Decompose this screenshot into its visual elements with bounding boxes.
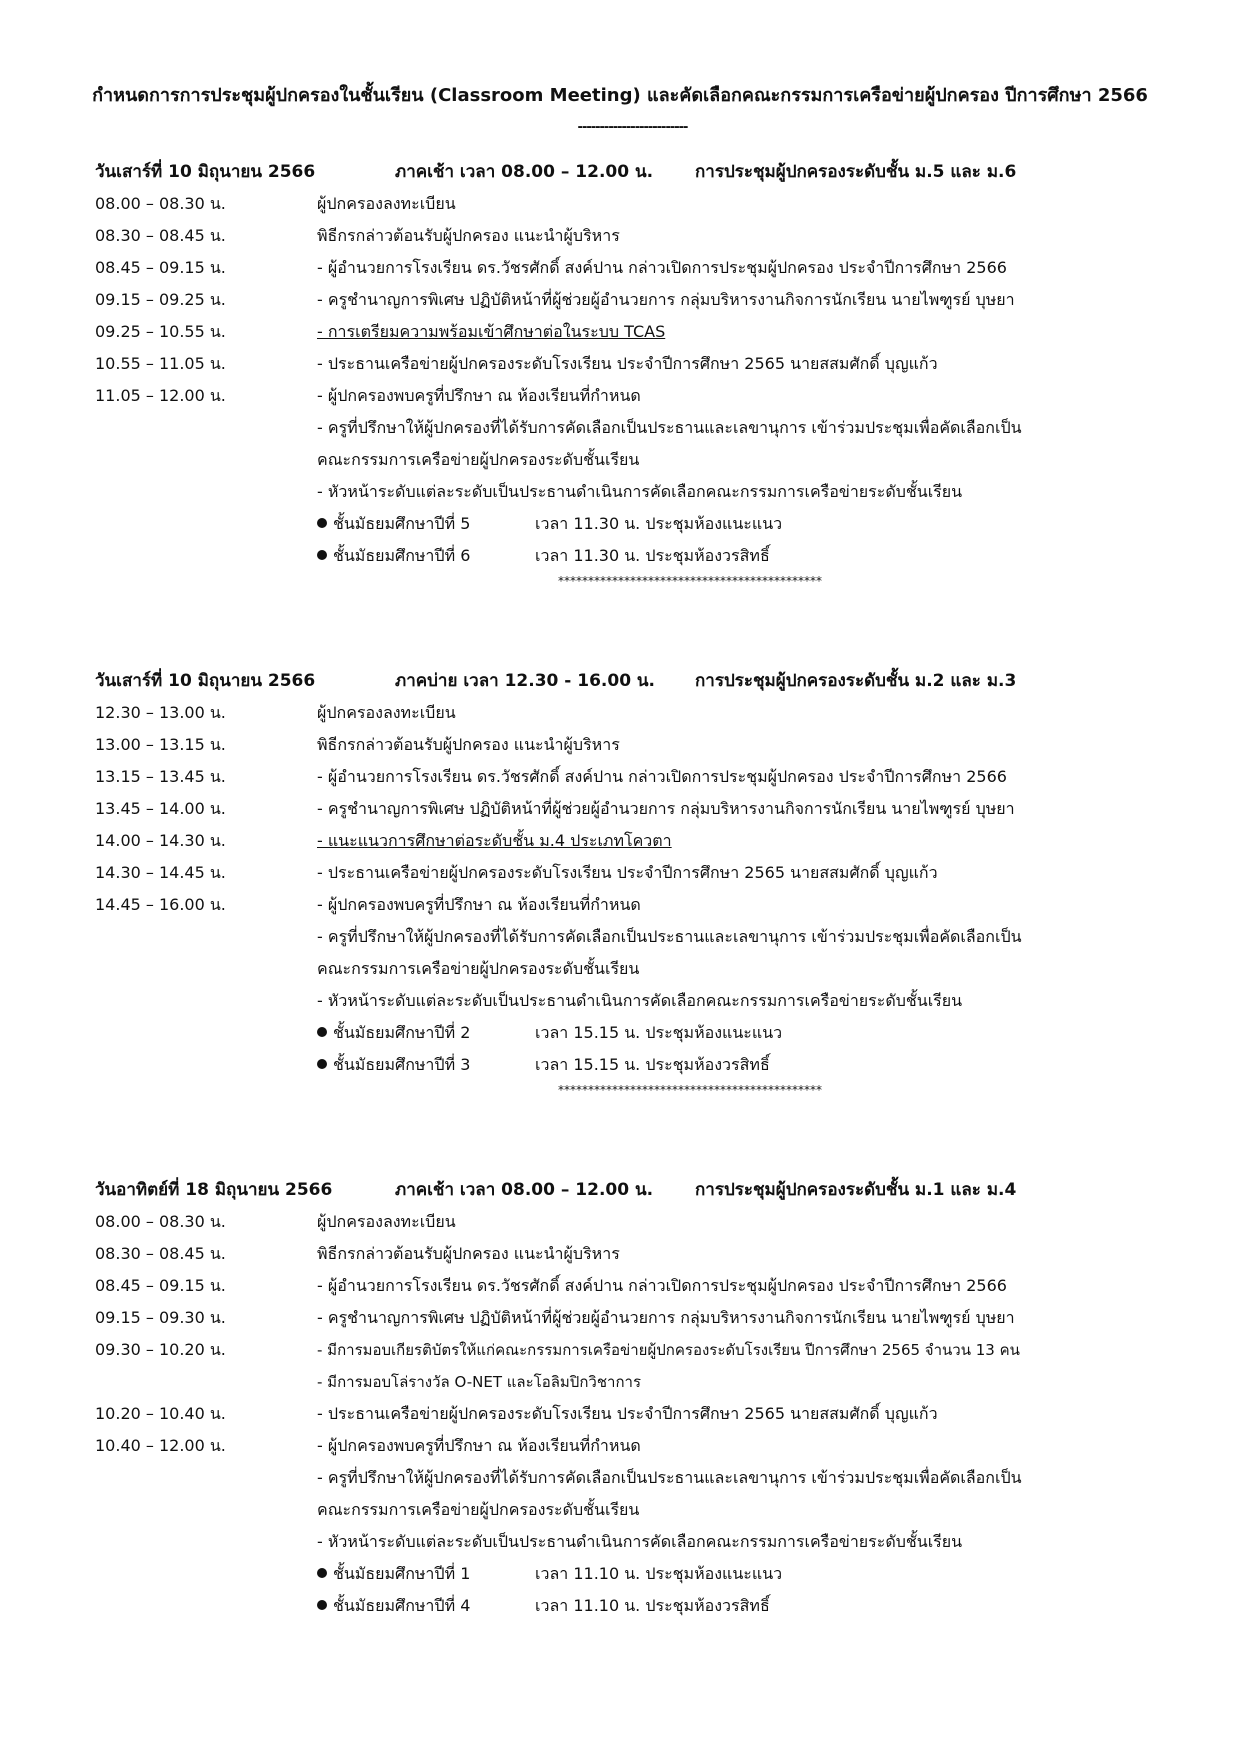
schedule-time: 09.25 – 10.55 น.	[95, 322, 226, 341]
schedule-row	[95, 1302, 1175, 1334]
schedule-description: - ครูที่ปรึกษาให้ผู้ปกครองที่ได้รับการคัดเลือกเป็นประธานและเลขานุการ เข้าร่วมประชุมเพื่อคัดเลือกเป็น	[317, 927, 1022, 946]
bullet-row	[95, 1558, 1175, 1590]
section-date: วันเสาร์ที่ 10 มิถุนายน 2566	[95, 162, 316, 182]
section-heading: การประชุมผู้ปกครองระดับชั้น ม.2 และ ม.3	[695, 671, 1017, 691]
bullet-detail: เวลา 11.30 น. ประชุมห้องแนะแนว	[535, 514, 783, 533]
schedule-description: - ประธานเครือข่ายผู้ปกครองระดับโรงเรียน ประจำปีการศึกษา 2565 นายสสมศักดิ์ บุญแก้ว	[317, 1404, 938, 1423]
schedule-time: 14.30 – 14.45 น.	[95, 863, 226, 882]
schedule-row	[95, 1494, 1175, 1526]
schedule-description: ผู้ปกครองลงทะเบียน	[317, 194, 456, 213]
title-rule: -------------------------	[577, 120, 688, 135]
schedule-row	[95, 476, 1175, 508]
schedule-description: คณะกรรมการเครือข่ายผู้ปกครองระดับชั้นเรียน	[317, 450, 640, 469]
bullet-grade: ชั้นมัธยมศึกษาปีที่ 5	[333, 514, 471, 533]
schedule-row	[95, 348, 1175, 380]
schedule-time: 14.00 – 14.30 น.	[95, 831, 226, 850]
schedule-description: - ครูชำนาญการพิเศษ ปฏิบัติหน้าที่ผู้ช่วยผู้อำนวยการ กลุ่มบริหารงานกิจการนักเรียน นายไพฑูรย์ บุษยา	[317, 1308, 1015, 1327]
bullet-detail: เวลา 11.30 น. ประชุมห้องวรสิทธิ์	[535, 546, 770, 565]
bullet-dot-icon	[317, 550, 327, 560]
schedule-row	[95, 1526, 1175, 1558]
schedule-time: 08.00 – 08.30 น.	[95, 1212, 226, 1231]
bullet-grade: ชั้นมัธยมศึกษาปีที่ 3	[333, 1055, 471, 1074]
bullet-detail: เวลา 11.10 น. ประชุมห้องแนะแนว	[535, 1564, 783, 1583]
section-separator: ********************************************	[558, 1083, 822, 1097]
schedule-description: - หัวหน้าระดับแต่ละระดับเป็นประธานดำเนินการคัดเลือกคณะกรรมการเครือข่ายระดับชั้นเรียน	[317, 1532, 963, 1551]
bullet-row	[95, 1017, 1175, 1049]
schedule-time: 10.20 – 10.40 น.	[95, 1404, 226, 1423]
section-period: ภาคเช้า เวลา 08.00 – 12.00 น.	[395, 162, 654, 182]
schedule-row	[95, 921, 1175, 953]
bullet-grade: ชั้นมัธยมศึกษาปีที่ 1	[333, 1564, 471, 1583]
schedule-row	[95, 857, 1175, 889]
schedule-time: 09.15 – 09.25 น.	[95, 290, 226, 309]
schedule-description: คณะกรรมการเครือข่ายผู้ปกครองระดับชั้นเรียน	[317, 959, 640, 978]
schedule-row	[95, 729, 1175, 761]
section-header	[95, 666, 1175, 696]
schedule-description: - การเตรียมความพร้อมเข้าศึกษาต่อในระบบ TCAS	[317, 322, 666, 341]
schedule-description: - ผู้อำนวยการโรงเรียน ดร.วัชรศักดิ์ สงค์ปาน กล่าวเปิดการประชุมผู้ปกครอง ประจำปีการศึกษา 2566	[317, 767, 1007, 786]
schedule-row	[95, 380, 1175, 412]
bullet-row	[95, 540, 1175, 572]
schedule-description: ผู้ปกครองลงทะเบียน	[317, 1212, 456, 1231]
schedule-row	[95, 1398, 1175, 1430]
schedule-time: 14.45 – 16.00 น.	[95, 895, 226, 914]
schedule-row	[95, 1270, 1175, 1302]
section-date: วันอาทิตย์ที่ 18 มิถุนายน 2566	[95, 1180, 333, 1200]
schedule-time: 13.00 – 13.15 น.	[95, 735, 226, 754]
schedule-row	[95, 412, 1175, 444]
schedule-time: 11.05 – 12.00 น.	[95, 386, 226, 405]
schedule-description: - ผู้ปกครองพบครูที่ปรึกษา ณ ห้องเรียนที่กำหนด	[317, 386, 641, 405]
schedule-row	[95, 220, 1175, 252]
schedule-row	[95, 697, 1175, 729]
schedule-row	[95, 1334, 1175, 1366]
section-period: ภาคเช้า เวลา 08.00 – 12.00 น.	[395, 1180, 654, 1200]
schedule-description: - ประธานเครือข่ายผู้ปกครองระดับโรงเรียน ประจำปีการศึกษา 2565 นายสสมศักดิ์ บุญแก้ว	[317, 863, 938, 882]
schedule-time: 08.45 – 09.15 น.	[95, 258, 226, 277]
bullet-item	[317, 1590, 770, 1622]
schedule-time: 08.30 – 08.45 น.	[95, 226, 226, 245]
schedule-description: พิธีกรกล่าวต้อนรับผู้ปกครอง แนะนำผู้บริหาร	[317, 1244, 620, 1263]
schedule-time: 09.15 – 09.30 น.	[95, 1308, 226, 1327]
bullet-row	[95, 1049, 1175, 1081]
schedule-description: - ครูที่ปรึกษาให้ผู้ปกครองที่ได้รับการคัดเลือกเป็นประธานและเลขานุการ เข้าร่วมประชุมเพื่อคัดเลือกเป็น	[317, 418, 1022, 437]
bullet-grade: ชั้นมัธยมศึกษาปีที่ 6	[333, 546, 471, 565]
schedule-description: - มีการมอบโล่รางวัล O-NET และโอลิมปิกวิชาการ	[317, 1373, 642, 1391]
schedule-time: 12.30 – 13.00 น.	[95, 703, 226, 722]
schedule-time: 08.00 – 08.30 น.	[95, 194, 226, 213]
section-heading: การประชุมผู้ปกครองระดับชั้น ม.5 และ ม.6	[695, 162, 1017, 182]
schedule-row	[95, 889, 1175, 921]
schedule-row	[95, 953, 1175, 985]
bullet-row	[95, 508, 1175, 540]
schedule-description: - หัวหน้าระดับแต่ละระดับเป็นประธานดำเนินการคัดเลือกคณะกรรมการเครือข่ายระดับชั้นเรียน	[317, 991, 963, 1010]
bullet-detail: เวลา 15.15 น. ประชุมห้องแนะแนว	[535, 1023, 783, 1042]
schedule-description: - หัวหน้าระดับแต่ละระดับเป็นประธานดำเนินการคัดเลือกคณะกรรมการเครือข่ายระดับชั้นเรียน	[317, 482, 963, 501]
bullet-row	[95, 1590, 1175, 1622]
schedule-time: 10.55 – 11.05 น.	[95, 354, 226, 373]
schedule-description: คณะกรรมการเครือข่ายผู้ปกครองระดับชั้นเรียน	[317, 1500, 640, 1519]
schedule-row	[95, 1430, 1175, 1462]
bullet-grade: ชั้นมัธยมศึกษาปีที่ 2	[333, 1023, 471, 1042]
bullet-dot-icon	[317, 1027, 327, 1037]
bullet-item	[317, 1558, 782, 1590]
schedule-description: - มีการมอบเกียรติบัตรให้แก่คณะกรรมการเครือข่ายผู้ปกครองระดับโรงเรียน ปีการศึกษา 2565 จำนวน 13 คน	[317, 1341, 1020, 1359]
schedule-description: - ครูชำนาญการพิเศษ ปฏิบัติหน้าที่ผู้ช่วยผู้อำนวยการ กลุ่มบริหารงานกิจการนักเรียน นายไพฑูรย์ บุษยา	[317, 290, 1015, 309]
schedule-description: ผู้ปกครองลงทะเบียน	[317, 703, 456, 722]
schedule-description: - ผู้อำนวยการโรงเรียน ดร.วัชรศักดิ์ สงค์ปาน กล่าวเปิดการประชุมผู้ปกครอง ประจำปีการศึกษา 2566	[317, 258, 1007, 277]
schedule-description: - แนะแนวการศึกษาต่อระดับชั้น ม.4 ประเภทโควตา	[317, 831, 672, 850]
schedule-description: พิธีกรกล่าวต้อนรับผู้ปกครอง แนะนำผู้บริหาร	[317, 735, 620, 754]
schedule-row	[95, 252, 1175, 284]
bullet-item	[317, 1049, 770, 1081]
schedule-row	[95, 761, 1175, 793]
schedule-description: - ประธานเครือข่ายผู้ปกครองระดับโรงเรียน ประจำปีการศึกษา 2565 นายสสมศักดิ์ บุญแก้ว	[317, 354, 938, 373]
schedule-time: 08.30 – 08.45 น.	[95, 1244, 226, 1263]
bullet-detail: เวลา 11.10 น. ประชุมห้องวรสิทธิ์	[535, 1596, 770, 1615]
schedule-row	[95, 316, 1175, 348]
bullet-detail: เวลา 15.15 น. ประชุมห้องวรสิทธิ์	[535, 1055, 770, 1074]
schedule-time: 08.45 – 09.15 น.	[95, 1276, 226, 1295]
schedule-description: - ครูที่ปรึกษาให้ผู้ปกครองที่ได้รับการคัดเลือกเป็นประธานและเลขานุการ เข้าร่วมประชุมเพื่อคัดเลือกเป็น	[317, 1468, 1022, 1487]
schedule-row	[95, 1462, 1175, 1494]
schedule-description: - ครูชำนาญการพิเศษ ปฏิบัติหน้าที่ผู้ช่วยผู้อำนวยการ กลุ่มบริหารงานกิจการนักเรียน นายไพฑูรย์ บุษยา	[317, 799, 1015, 818]
schedule-time: 09.30 – 10.20 น.	[95, 1340, 226, 1359]
schedule-description: - ผู้ปกครองพบครูที่ปรึกษา ณ ห้องเรียนที่กำหนด	[317, 895, 641, 914]
bullet-item	[317, 508, 782, 540]
schedule-time: 13.15 – 13.45 น.	[95, 767, 226, 786]
section-period: ภาคบ่าย เวลา 12.30 - 16.00 น.	[395, 671, 656, 691]
bullet-grade: ชั้นมัธยมศึกษาปีที่ 4	[333, 1596, 471, 1615]
bullet-item	[317, 1017, 782, 1049]
section-header	[95, 157, 1175, 187]
schedule-row	[95, 1206, 1175, 1238]
schedule-row	[95, 793, 1175, 825]
bullet-dot-icon	[317, 518, 327, 528]
bullet-dot-icon	[317, 1568, 327, 1578]
schedule-description: - ผู้ปกครองพบครูที่ปรึกษา ณ ห้องเรียนที่กำหนด	[317, 1436, 641, 1455]
bullet-dot-icon	[317, 1600, 327, 1610]
schedule-row	[95, 188, 1175, 220]
schedule-description: - ผู้อำนวยการโรงเรียน ดร.วัชรศักดิ์ สงค์ปาน กล่าวเปิดการประชุมผู้ปกครอง ประจำปีการศึกษา 2566	[317, 1276, 1007, 1295]
section-separator: ********************************************	[558, 574, 822, 588]
schedule-row	[95, 1238, 1175, 1270]
section-heading: การประชุมผู้ปกครองระดับชั้น ม.1 และ ม.4	[695, 1180, 1017, 1200]
schedule-row	[95, 1366, 1175, 1398]
bullet-dot-icon	[317, 1059, 327, 1069]
schedule-row	[95, 284, 1175, 316]
schedule-row	[95, 825, 1175, 857]
schedule-time: 10.40 – 12.00 น.	[95, 1436, 226, 1455]
schedule-row	[95, 444, 1175, 476]
section-header	[95, 1175, 1175, 1205]
schedule-row	[95, 985, 1175, 1017]
section-date: วันเสาร์ที่ 10 มิถุนายน 2566	[95, 671, 316, 691]
document-title: กำหนดการการประชุมผู้ปกครองในชั้นเรียน (Classroom Meeting) และคัดเลือกคณะกรรมการเครือข่ายผู้ปกครอง ปีการศึกษา 2566	[92, 85, 1148, 106]
bullet-item	[317, 540, 770, 572]
schedule-time: 13.45 – 14.00 น.	[95, 799, 226, 818]
schedule-description: พิธีกรกล่าวต้อนรับผู้ปกครอง แนะนำผู้บริหาร	[317, 226, 620, 245]
